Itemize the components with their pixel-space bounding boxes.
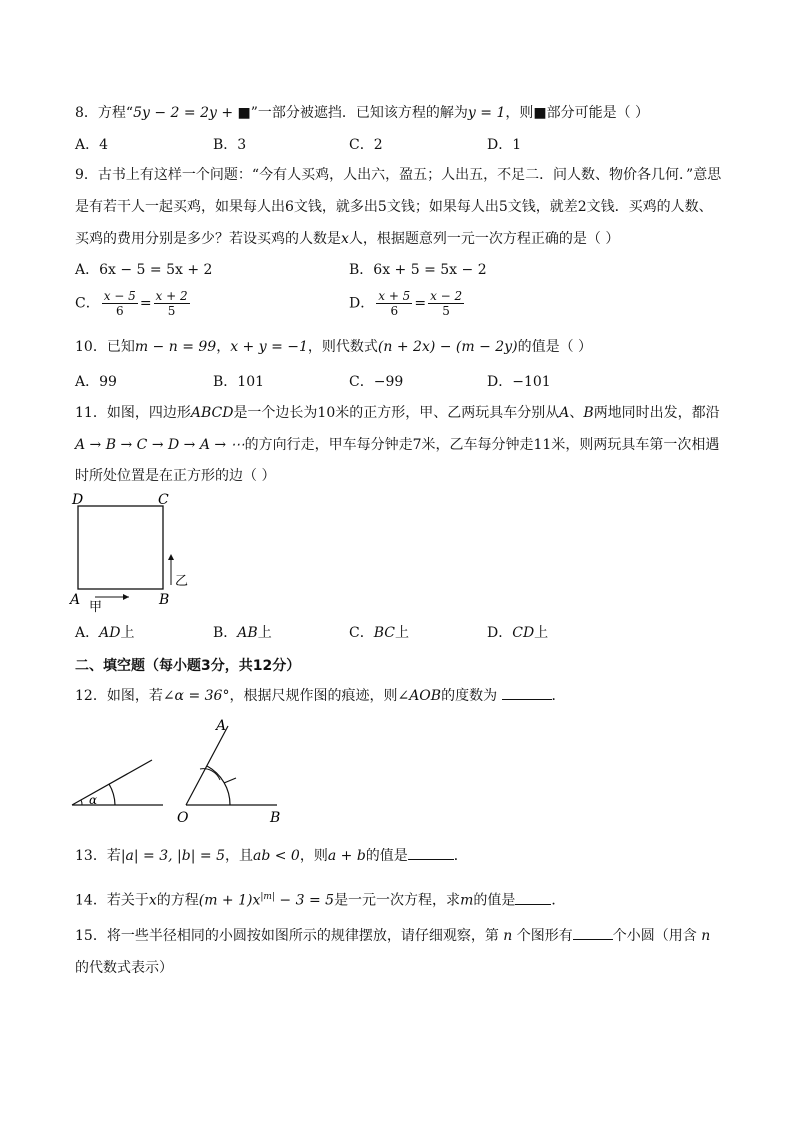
q9-line3-b: 人，根据题意列一元一次方程正确的是（ ）	[348, 231, 620, 247]
q11-opt-a-suffix: 上	[120, 625, 135, 641]
q13-text-a: 13．若	[75, 848, 121, 864]
q14-answer-blank[interactable]	[515, 892, 551, 905]
q11-opt-a-seg: AD	[99, 625, 121, 641]
q15-answer-blank[interactable]	[573, 927, 613, 940]
point-o: O	[177, 810, 189, 826]
q14-x: x	[148, 892, 157, 909]
q12-text-d: ．	[551, 688, 566, 704]
q10-sep: ，	[216, 339, 231, 355]
q9-option-a: A．6x − 5 = 5x + 2	[75, 262, 213, 278]
q10-text-c: 的值是（ ）	[517, 339, 593, 355]
q11-opt-d-label: D．	[487, 625, 513, 641]
q9-d-num1: x + 5	[378, 289, 411, 303]
q11-opt-b-seg: AB	[237, 625, 258, 641]
square-abcd	[78, 506, 163, 589]
q8-option-c: C．2	[349, 137, 383, 153]
q14-text-a: 14．若关于	[75, 892, 149, 909]
q11-option-c	[349, 624, 409, 642]
q15-line2: 的代数式表示）	[75, 960, 173, 976]
q12-angle: ∠α = 36°	[162, 688, 230, 704]
arrow-yi-head	[168, 554, 174, 560]
q8-text-b: ”一部分被遮挡．已知该方程的解为	[250, 105, 468, 121]
q15-n2: n	[701, 928, 711, 944]
q10-expr2: x + y = −1	[230, 339, 308, 355]
q9-c-den1: 6	[115, 304, 124, 318]
q10-text-a: 10．已知	[75, 339, 135, 355]
q12-angle-figure	[60, 712, 300, 827]
q8-text-a: 8．方程“	[75, 105, 134, 121]
q9-option-b: B．6x + 5 = 5x − 2	[349, 262, 487, 278]
q12-stem	[75, 687, 566, 705]
q11-opt-c-suffix: 上	[394, 625, 409, 641]
q14-eq-a: (m + 1)x	[198, 892, 261, 909]
q9-option-c-label: C．	[75, 295, 100, 312]
q12-text-b: ，根据尺规作图的痕迹，则	[229, 688, 398, 704]
vertex-d: D	[72, 492, 84, 508]
vertex-c: C	[158, 492, 169, 508]
q9-d-den1: 6	[390, 304, 399, 318]
construction-arc	[207, 766, 230, 805]
q11-opt-d-seg: CD	[512, 625, 535, 641]
q14-text-b: 的方程	[156, 892, 199, 909]
point-a: A	[216, 718, 227, 734]
q13-answer-blank[interactable]	[408, 847, 454, 860]
q9-c-eq: =	[139, 295, 152, 312]
q8-solution: y = 1	[467, 105, 506, 121]
q11-line1	[75, 404, 720, 422]
q11-option-a	[75, 624, 134, 642]
alpha-small-arc	[81, 800, 82, 805]
q11-opt-c-seg: BC	[373, 625, 395, 641]
q11-line1-c: 两地同时出发，都沿	[593, 405, 720, 421]
q15-text-b: 个图形有	[516, 928, 573, 944]
q11-line3: 时所处位置是在正方形的边（ ）	[75, 468, 276, 484]
label-jia: 甲	[89, 600, 103, 615]
q8-text-c: ，则■部分可能是（ ）	[505, 105, 650, 121]
label-yi: 乙	[175, 574, 189, 589]
q10-stem	[75, 338, 592, 356]
q11-square-figure	[65, 490, 195, 615]
q11-line1-a: 11．如图，四边形	[75, 405, 191, 421]
q9-d-frac2	[428, 289, 464, 318]
q11-path: A → B → C → D → A → ⋯	[75, 437, 245, 453]
q9-c-num2: x + 2	[155, 289, 188, 303]
q13-text-b: ，且	[224, 848, 253, 864]
q8-stem	[75, 104, 649, 122]
vertex-a: A	[70, 592, 81, 608]
alpha-arc	[109, 784, 115, 805]
q15-text-a: 15．将一些半径相同的小圆按如图所示的规律摆放，请仔细观察，第	[75, 928, 499, 944]
q9-d-num2: x − 2	[430, 289, 463, 303]
q11-option-d	[487, 624, 548, 642]
q11-opt-b-label: B．	[213, 625, 238, 641]
q10-option-b: B．101	[213, 374, 265, 390]
section-title: 二、填空题（每小题3分，共12分）	[75, 658, 301, 674]
q10-option-a: A．99	[75, 374, 117, 390]
q8-option-a: A．4	[75, 137, 109, 153]
q12-aob: ∠AOB	[397, 688, 442, 704]
q9-c-den2: 5	[167, 304, 176, 318]
q9-c-frac1	[102, 289, 138, 318]
q10-option-d: D．−101	[487, 374, 551, 390]
q9-option-d-label: D．	[349, 295, 375, 312]
q11-a: A	[559, 405, 570, 421]
q9-line3	[75, 230, 619, 248]
construction-arc-top	[200, 769, 220, 780]
q9-d-den2: 5	[442, 304, 450, 318]
q8-equation: 5y − 2 = 2y + ■	[133, 105, 251, 121]
q11-opt-a-label: A．	[75, 625, 100, 641]
point-b: B	[270, 810, 281, 826]
q13-cond: |a| = 3, |b| = 5	[120, 848, 225, 864]
q12-text-a: 12．如图，若	[75, 688, 163, 704]
q11-opt-c-label: C．	[349, 625, 374, 641]
alpha-label: α	[89, 793, 98, 807]
q14-m: m	[460, 892, 474, 909]
q8-option-b: B．3	[213, 137, 247, 153]
q9-c-num1: x − 5	[103, 289, 136, 303]
construction-mark	[224, 778, 236, 783]
q10-option-c: C．−99	[349, 374, 404, 390]
q10-expr3: (n + 2x) − (m − 2y)	[377, 339, 518, 355]
q13-apb: a + b	[327, 848, 366, 864]
alpha-ray	[72, 760, 152, 805]
vertex-b: B	[159, 592, 170, 608]
q14-eq-b: − 3 = 5	[274, 892, 335, 909]
q10-text-b: ，则代数式	[307, 339, 378, 355]
q11-opt-d-suffix: 上	[534, 625, 549, 641]
q12-answer-blank[interactable]	[502, 687, 552, 700]
q15-line1	[75, 927, 710, 945]
oa-ray	[186, 726, 228, 805]
q13-stem	[75, 847, 468, 865]
q11-option-b	[213, 624, 272, 642]
q9-d-eq: =	[414, 295, 427, 312]
q12-text-c: 的度数为	[441, 688, 498, 704]
q13-text-c: ，则	[299, 848, 328, 864]
q9-line2: 是有若干人一起买鸡，如果每人出6文钱，就多出5文钱；如果每人出5文钱，就差2文钱．买鸡的人数、	[75, 199, 713, 215]
q11-opt-b-suffix: 上	[257, 625, 272, 641]
q15-text-c: 个小圆（用含	[612, 928, 697, 944]
q13-text-d: 的值是	[365, 848, 408, 864]
q9-d-frac1	[376, 289, 412, 318]
q9-c-frac2	[154, 289, 190, 318]
q10-expr1: m − n = 99	[134, 339, 217, 355]
q14-stem	[75, 888, 565, 910]
q9-option-d	[349, 289, 466, 318]
q11-line2	[75, 436, 719, 454]
q9-line1: 9．古书上有这样一个问题：“今有人买鸡，人出六，盈五；人出五，不足二．问人数、物价各几何．”意思	[75, 167, 722, 183]
q13-ab: ab < 0	[252, 848, 300, 864]
q9-line3-a: 买鸡的费用分别是多少？若设买鸡的人数是	[75, 231, 341, 247]
q11-line1-b: 是一个边长为10米的正方形，甲、乙两玩具车分别从	[233, 405, 560, 421]
q8-option-d: D．1	[487, 137, 522, 153]
q11-abcd: ABCD	[190, 405, 234, 421]
q11-comma: 、	[569, 405, 584, 421]
arrow-jia-head	[123, 594, 129, 600]
q14-text-d: 的值是	[473, 892, 516, 909]
q11-line2-b: 的方向行走，甲车每分钟走7米，乙车每分钟走11米，则两玩具车第一次相遇	[244, 437, 720, 453]
q9-var-x: x	[341, 231, 349, 247]
q9-option-c	[75, 289, 192, 318]
q13-text-e: ．	[453, 848, 468, 864]
q14-exp: |m|	[260, 892, 275, 902]
q15-n: n	[503, 928, 513, 944]
q14-text-c: 是一元一次方程，求	[334, 892, 461, 909]
q14-text-e: ．	[551, 892, 566, 909]
q11-b: B	[583, 405, 594, 421]
